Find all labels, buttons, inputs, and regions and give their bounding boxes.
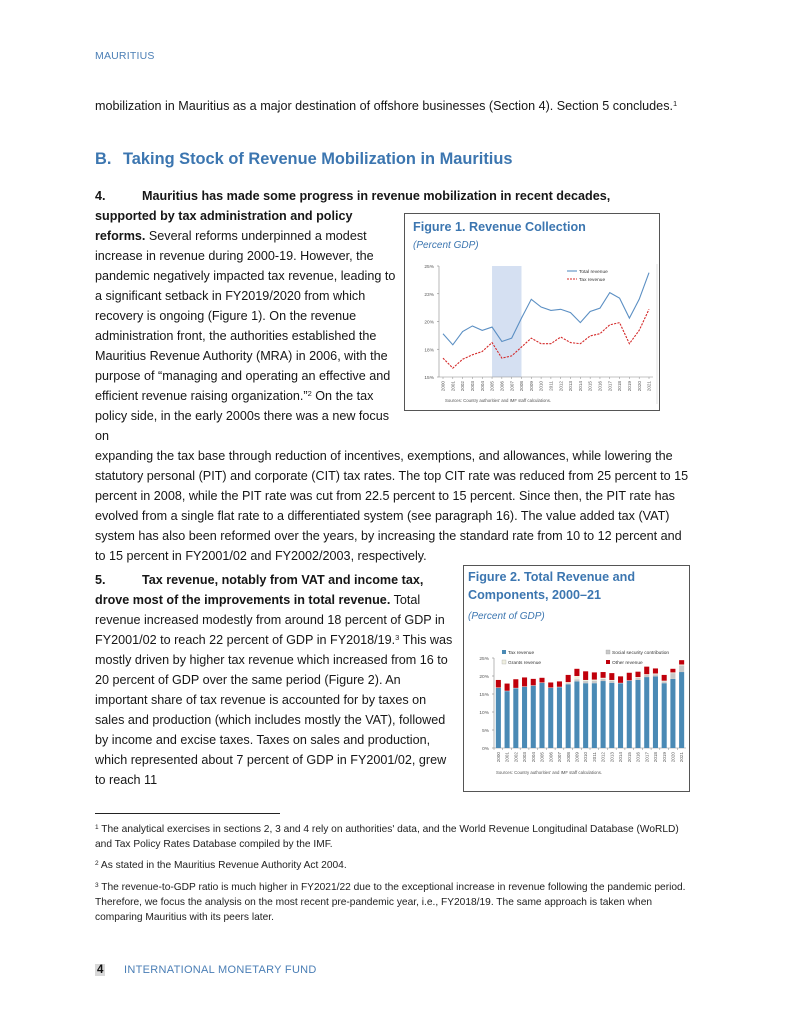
paragraph-4-bold-line1: Mauritius has made some progress in revenue mobilization in recent decades, [142,189,611,203]
legend-swatch [606,650,610,654]
bar-social-security-contribution [653,674,658,676]
x-tick-label: 2012 [600,752,606,763]
bar-tax-revenue [635,680,640,748]
bar-other-revenue [539,678,544,683]
paragraph-4-body [95,206,398,446]
x-tick-label: 2021 [646,381,652,392]
footnote-separator [95,813,280,814]
page-number: 4 [97,964,104,976]
x-tick-label: 2014 [618,752,624,763]
bar-other-revenue [679,660,684,664]
x-tick-label: 2006 [499,381,505,392]
x-tick-label: 2003 [470,381,476,392]
x-tick-label: 2016 [635,752,641,763]
x-tick-label: 2018 [653,752,659,763]
bar-tax-revenue [531,686,536,748]
legend-label: Grants revenue [508,661,542,666]
bar-tax-revenue [679,672,684,748]
bar-tax-revenue [662,683,667,748]
x-tick-label: 2001 [504,752,510,763]
footnote-number: 1 [95,824,99,831]
bar-grants-revenue [644,674,649,675]
bar-tax-revenue [609,683,614,748]
bar-other-revenue [592,672,597,679]
figure-1-chart [405,214,659,410]
bar-other-revenue [496,680,501,688]
bar-tax-revenue [592,683,597,748]
bar-social-security-contribution [644,675,649,677]
bar-tax-revenue [522,687,527,748]
bar-other-revenue [627,673,632,681]
y-tick-label: 25% [479,657,489,662]
bar-other-revenue [531,679,536,685]
figure-2-title-line1: Figure 2. Total Revenue and [468,570,636,584]
x-tick-label: 2009 [528,381,534,392]
footnote-ref-1[interactable]: 1 [672,99,678,108]
x-tick-label: 2002 [513,752,519,763]
bar-tax-revenue [618,683,623,748]
paragraph-5-text-1: Total revenue increased modestly from around 18 percent of GDP in FY2001/02 to reach 22 percent of GDP in FY2018/19. [95,593,445,647]
y-tick-label: 0% [482,747,489,752]
paragraph-4-continued: expanding the tax base through reduction of incentives, exemptions, and allowances, while lowering the statutory personal (PIT) and corporate (CIT) tax rates. The top CIT rate was reduced from 25 percent to 15 percent in 2008, while the PIT rate was cut from 22.5 percent to 15 percent. Since then, the PIT rate has evolved from a single flat rate to a differentiated system (see paragraph 16). The value added tax (VAT) system has also been reformed over the years, by increasing the standard rate from 10 to 12 percent and to 15 percent in FY2001/02 and FY2002/2003, respectively. [95,449,689,563]
intro-text: mobilization in Mauritius as a major destination of offshore businesses (Section 4). Section 5 concludes. [95,99,673,113]
bar-tax-revenue [539,683,544,748]
bar-social-security-contribution [609,681,614,683]
bar-grants-revenue [583,680,588,681]
bar-other-revenue [574,669,579,676]
bar-grants-revenue [670,672,675,673]
bar-social-security-contribution [566,683,571,684]
x-tick-label: 2010 [538,381,544,392]
bar-social-security-contribution [592,681,597,684]
bar-social-security-contribution [679,666,684,672]
bar-tax-revenue [513,688,518,748]
legend-swatch [502,650,506,654]
x-tick-label: 2009 [574,752,580,763]
footnote-number: 2 [95,860,99,867]
bar-tax-revenue [496,688,501,748]
bar-other-revenue [618,676,623,682]
bar-social-security-contribution [583,681,588,683]
bar-tax-revenue [670,679,675,748]
y-tick-label: 10% [479,711,489,716]
legend-label: Tax revenue [508,651,535,656]
figure-1-subtitle: (Percent GDP) [413,240,479,251]
bar-grants-revenue [566,682,571,683]
paragraph-4-text-2: On the tax policy side, in the early 2000s there was a new focus on [95,389,390,443]
x-tick-label: 2020 [636,381,642,392]
bar-tax-revenue [574,681,579,748]
figure-2-chart [464,566,689,791]
x-tick-label: 2003 [522,752,528,763]
paragraph-5-bold: Tax revenue, notably from VAT and income tax, drove most of the improvements in total revenue. [95,573,424,607]
x-tick-label: 2007 [509,381,515,392]
y-tick-label: 15% [424,376,434,381]
bar-grants-revenue [601,678,606,679]
x-tick-label: 2011 [548,381,554,391]
x-tick-label: 2015 [587,381,593,392]
x-tick-label: 2005 [539,752,545,763]
figure-1-title: Figure 1. Revenue Collection [413,220,586,234]
section-letter: B. [95,150,112,168]
legend-label: Social security contribution [612,651,670,656]
bar-grants-revenue [679,664,684,665]
bar-tax-revenue [566,684,571,748]
paragraph-number: 5. [95,573,106,587]
x-tick-label: 2000 [440,381,446,392]
footnote-2 [95,858,695,873]
shaded-period [492,266,521,377]
section-heading [95,150,512,169]
legend-label: Other revenue [612,661,643,666]
legend-label: Tax revenue [579,277,606,283]
paragraph-5-text-2: This was mostly driven by higher tax revenue which increased from 16 to 20 percent of GDP over the same period (Figure 2). An important share of tax revenue is accounted for by taxes on sales and production (which includes mostly the VAT), followed by income and excise taxes. Taxes on sales and production, which represented about 7 percent of GDP in FY2001/02, grew to reach 11 [95,633,453,787]
bar-tax-revenue [505,691,510,748]
y-tick-label: 23% [424,292,434,298]
figure-1-source: Sources: Country authorities' and IMF staff calculations. [445,398,552,403]
x-tick-label: 2002 [460,381,466,392]
footnote-3 [95,880,695,925]
x-tick-label: 2004 [530,752,536,763]
figure-2-subtitle: (Percent of GDP) [468,611,545,622]
x-tick-label: 2015 [626,752,632,763]
x-tick-label: 2005 [489,381,495,392]
paragraph-4-bold-line2: supported by tax administration and policy reforms. [95,209,353,243]
bar-other-revenue [601,672,606,678]
bar-grants-revenue [635,677,640,678]
x-tick-label: 2010 [583,752,589,763]
footnote-1 [95,822,695,852]
bar-social-security-contribution [574,679,579,681]
bar-grants-revenue [574,676,579,679]
x-tick-label: 2017 [607,381,613,392]
x-tick-label: 2017 [644,752,650,763]
footnote-text: The analytical exercises in sections 2, 3 and 4 rely on authorities' data, and the World Revenue Longitudinal Database (WoRLD) and Tax Policy Rates Database compiled by the IMF. [95,824,679,850]
x-tick-label: 2013 [609,752,615,763]
bar-social-security-contribution [670,673,675,679]
y-tick-label: 18% [424,348,434,354]
bar-grants-revenue [609,680,614,681]
bar-other-revenue [670,669,675,673]
x-tick-label: 2011 [591,752,597,762]
legend-swatch [502,660,506,664]
bar-tax-revenue [557,687,562,748]
x-tick-label: 2019 [626,381,632,392]
x-tick-label: 2018 [617,381,623,392]
footnote-text: As stated in the Mauritius Revenue Authority Act 2004. [98,860,347,871]
bar-other-revenue [635,672,640,677]
bar-tax-revenue [653,676,658,748]
y-tick-label: 20% [424,320,434,326]
x-tick-label: 2006 [548,752,554,763]
bar-other-revenue [505,684,510,691]
x-tick-label: 2012 [558,381,564,392]
paragraph-4-text-1: Several reforms underpinned a modest increase in revenue during 2000-19. However, the pandemic negatively impacted tax revenue, leading to a significant setback in FY2019/2020 from which recovery is ongoing (Figure 1). On the revenue administration front, the authorities established the Mauritius Revenue Authority (MRA) in 2006, with the purpose of “managing and operating an effective and efficient revenue raising organization.” [95,229,396,403]
bar-tax-revenue [627,681,632,748]
bar-other-revenue [662,675,667,681]
bar-grants-revenue [592,680,597,681]
x-tick-label: 2016 [597,381,603,392]
organization-name: INTERNATIONAL MONETARY FUND [124,964,317,976]
series-line-total-revenue [443,273,649,345]
footnote-text: The revenue-to-GDP ratio is much higher in FY2021/22 due to the exceptional increase in revenue following the pandemic period. Therefore, we focus the analysis on the most recent pre-pandemic year, i.e., FY2018/19. The same approach is taken when comparing Mauritius with its peers later. [95,882,686,923]
bar-other-revenue [609,673,614,680]
x-tick-label: 2013 [568,381,574,392]
bar-social-security-contribution [635,678,640,680]
bar-tax-revenue [601,681,606,748]
bar-other-revenue [566,675,571,682]
footnote-number: 3 [95,882,99,889]
figure-2-title-line2: Components, 2000–21 [468,588,601,602]
bar-other-revenue [522,677,527,686]
y-tick-label: 20% [479,675,489,680]
y-tick-label: 15% [479,693,489,698]
series-line-tax-revenue [443,309,649,368]
bar-tax-revenue [644,677,649,748]
section-title: Taking Stock of Revenue Mobilization in Mauritius [123,150,513,168]
figure-2 [463,565,690,792]
figure-1 [404,213,660,411]
bar-other-revenue [644,667,649,675]
bar-social-security-contribution [662,681,667,683]
bar-other-revenue [583,671,588,680]
bar-tax-revenue [548,688,553,748]
x-tick-label: 2004 [479,381,485,392]
x-tick-label: 2014 [577,381,583,392]
bar-grants-revenue [662,681,667,682]
footnote-ref-2[interactable]: 2 [307,389,312,398]
paragraph-number: 4. [95,189,106,203]
bar-other-revenue [513,679,518,688]
x-tick-label: 2020 [670,752,676,763]
running-head: MAURITIUS [95,50,155,62]
x-tick-label: 2021 [679,752,685,763]
y-tick-label: 25% [424,265,434,270]
figure-2-source: Sources: Country authorities' and IMF staff calculations. [496,770,603,775]
x-tick-label: 2007 [557,752,563,763]
legend-label: Total revenue [579,269,608,275]
x-tick-label: 2000 [495,752,501,763]
y-tick-label: 5% [482,729,489,734]
footnote-ref-3[interactable]: 3 [395,633,400,642]
bar-other-revenue [557,681,562,686]
x-tick-label: 2008 [565,752,571,763]
bar-other-revenue [653,668,658,673]
bar-tax-revenue [583,683,588,748]
bar-social-security-contribution [601,679,606,681]
x-tick-label: 2001 [450,381,456,392]
bar-other-revenue [548,682,553,687]
intro-paragraph [95,96,695,116]
bar-grants-revenue [653,673,658,674]
x-tick-label: 2019 [661,752,667,763]
paragraph-5 [95,570,455,790]
paragraph-4-lead [95,186,695,206]
legend-swatch [606,660,610,664]
x-tick-label: 2008 [519,381,525,392]
